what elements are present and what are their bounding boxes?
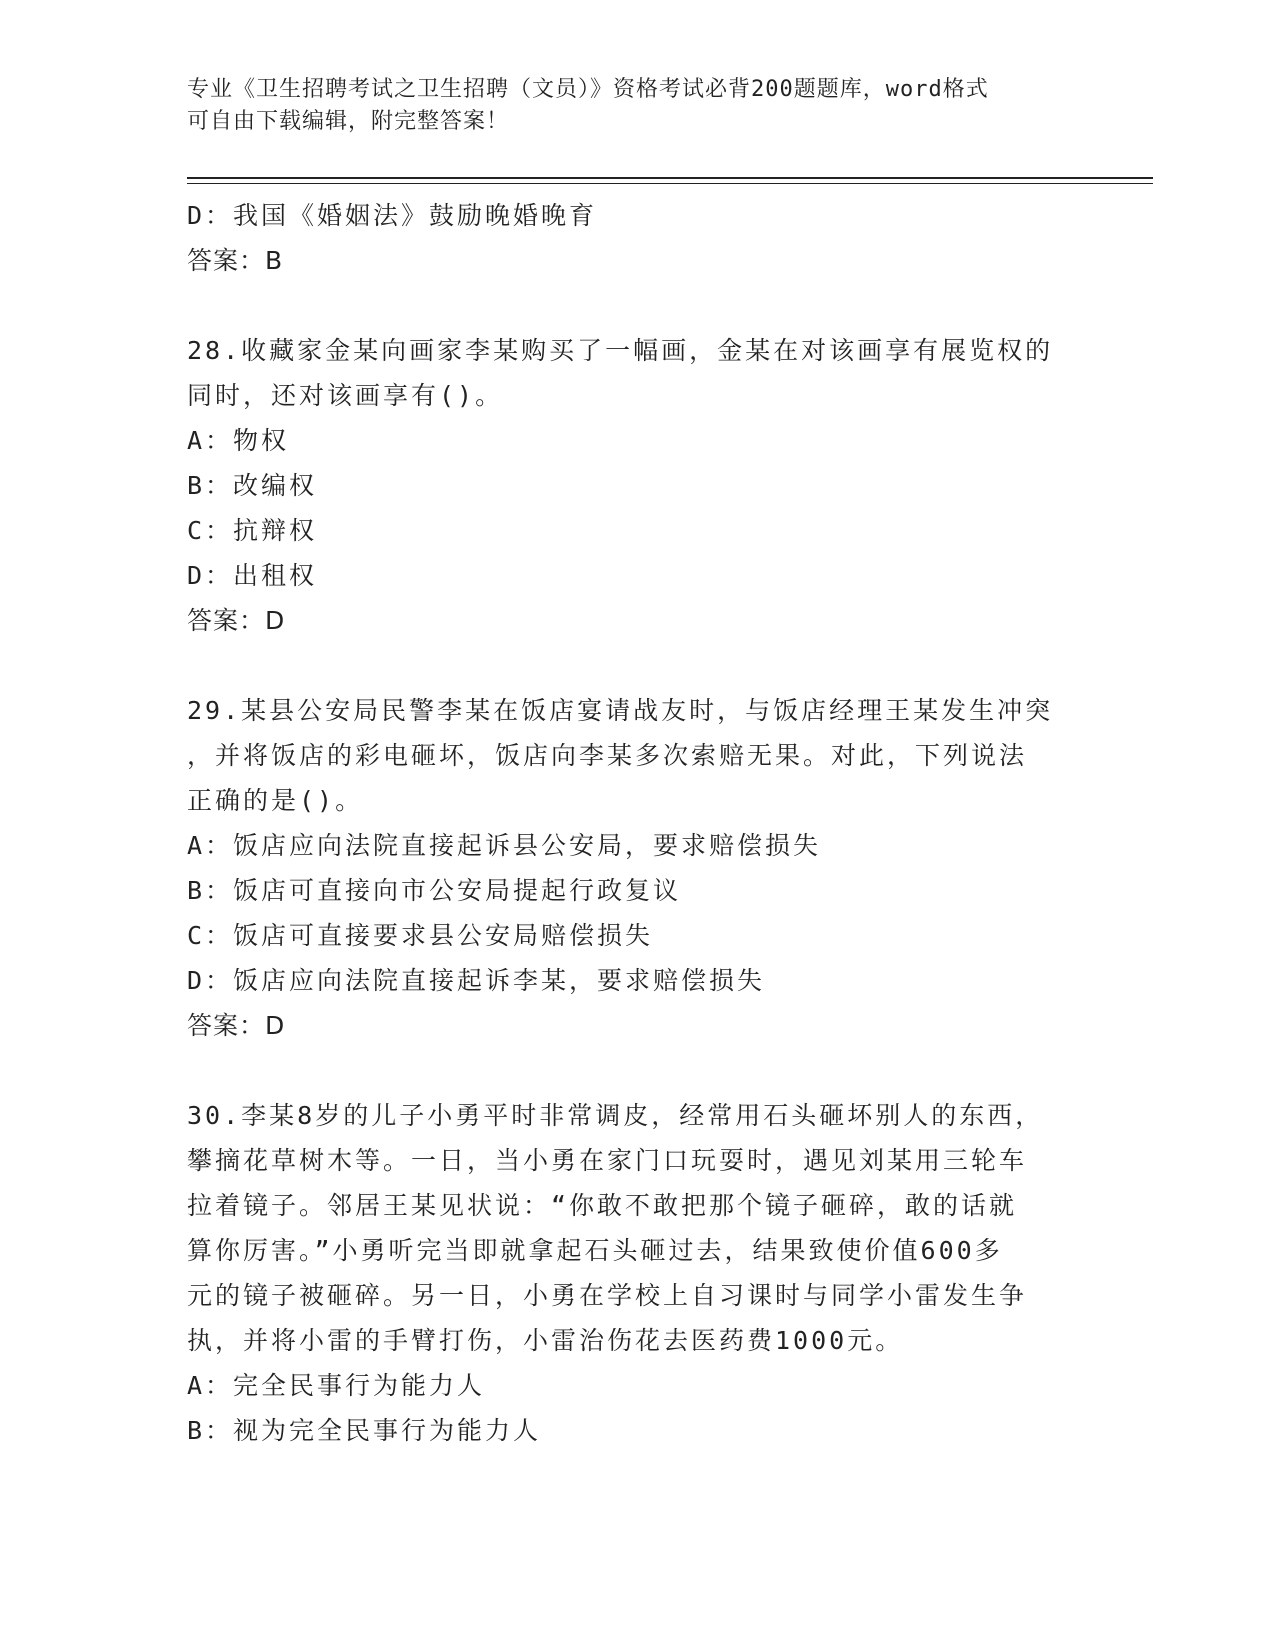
question-stem-line: 算你厉害。”小勇听完当即就拿起石头砸过去，结果致使价值600多 [187, 1236, 1003, 1265]
option-a: A：物权 [187, 426, 290, 455]
question-stem-line: 拉着镜子。邻居王某见状说：“你敢不敢把那个镜子砸碎，敢的话就 [187, 1191, 1018, 1220]
header-rule-thin [187, 183, 1153, 184]
option-c: C：抗辩权 [187, 516, 318, 545]
option-b: B：视为完全民事行为能力人 [187, 1416, 542, 1445]
question-stem-line: 正确的是()。 [187, 786, 364, 815]
question-gap [187, 643, 1087, 688]
question-27-tail [187, 193, 1087, 283]
question-28 [187, 328, 1087, 643]
question-gap [187, 1048, 1087, 1093]
option-a: A：完全民事行为能力人 [187, 1371, 486, 1400]
header-rule-thick [187, 177, 1153, 179]
question-stem-line: 攀摘花草树木等。一日，当小勇在家门口玩耍时，遇见刘某用三轮车 [187, 1146, 1028, 1175]
option-d: D：出租权 [187, 561, 318, 590]
question-stem-line: 执，并将小雷的手臂打伤，小雷治伤花去医药费1000元。 [187, 1326, 904, 1355]
option-a: A：饭店应向法院直接起诉县公安局，要求赔偿损失 [187, 831, 822, 860]
question-stem-line: 28.收藏家金某向画家李某购买了一幅画，金某在对该画享有展览权的 [187, 336, 1054, 365]
question-stem-line: 29.某县公安局民警李某在饭店宴请战友时，与饭店经理王某发生冲突 [187, 696, 1054, 725]
answer-line: 答案：B [187, 246, 284, 275]
question-gap [187, 283, 1087, 328]
option-b: B：饭店可直接向市公安局提起行政复议 [187, 876, 682, 905]
document-header [187, 74, 1087, 138]
option-b: B：改编权 [187, 471, 318, 500]
question-30 [187, 1093, 1087, 1453]
answer-line: 答案：D [187, 1011, 286, 1040]
question-stem-line: ，并将饭店的彩电砸坏，饭店向李某多次索赔无果。对此，下列说法 [187, 741, 1028, 770]
question-29 [187, 688, 1087, 1048]
header-line-2: 可自由下载编辑，附完整答案！ [187, 109, 510, 134]
question-stem-line: 30.李某8岁的儿子小勇平时非常调皮，经常用石头砸坏别人的东西， [187, 1101, 1044, 1130]
question-stem-line: 元的镜子被砸碎。另一日，小勇在学校上自习课时与同学小雷发生争 [187, 1281, 1028, 1310]
question-stem-line: 同时，还对该画享有()。 [187, 381, 504, 410]
option-d: D：饭店应向法院直接起诉李某，要求赔偿损失 [187, 966, 766, 995]
answer-line: 答案：D [187, 606, 286, 635]
option-c: C：饭店可直接要求县公安局赔偿损失 [187, 921, 654, 950]
document-body [187, 193, 1087, 1453]
header-line-1: 专业《卫生招聘考试之卫生招聘（文员）》资格考试必背200题题库，word格式 [187, 77, 989, 102]
option-d: D：我国《婚姻法》鼓励晚婚晚育 [187, 201, 598, 230]
